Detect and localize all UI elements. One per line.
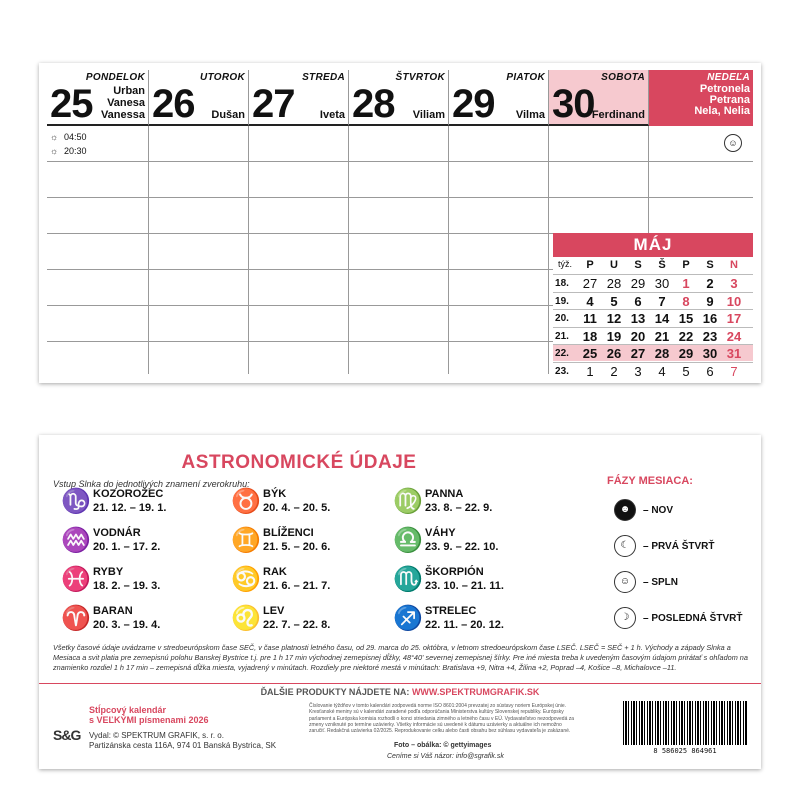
mini-month-day: 14 [654,311,670,326]
zodiac-name: ŠKORPIÓN [425,566,484,578]
zodiac-icon: ♎ [393,527,423,554]
zodiac-sign [61,565,201,597]
sunset-icon: ☼ [50,146,59,156]
divider [39,683,761,684]
publisher-name: Vydal: © SPEKTRUM GRAFIK, s. r. o. [89,731,224,740]
day-name: SOBOTA [601,72,645,83]
day-name: PONDELOK [85,72,145,83]
zodiac-dates: 21. 5. – 20. 6. [263,541,331,553]
astro-subtitle: Vstup Slnka do jednotlivých znamení zverokruhu: [53,479,250,489]
zodiac-dates: 23. 8. – 22. 9. [425,502,493,514]
name-day: Viliam [412,109,445,121]
weekday-header: P [682,259,690,271]
website-link[interactable]: WWW.SPEKTRUMGRAFIK.SK [411,687,540,697]
zodiac-sign [61,526,201,558]
zodiac-dates: 23. 9. – 22. 10. [425,541,499,553]
mini-month-day: 4 [586,293,594,309]
weekday-header: P [586,259,594,271]
mini-month-week-row [553,344,753,361]
name-day-list [516,109,545,121]
zodiac-name: RAK [263,566,287,578]
zodiac-icon: ♌ [231,605,261,632]
weekday-header: U [610,259,618,271]
mini-month-day: 9 [706,293,714,309]
day-number: 30 [552,82,595,126]
zodiac-sign [231,526,371,558]
zodiac-dates: 21. 12. – 19. 1. [93,502,167,514]
mini-month-day: 1 [682,276,690,291]
grid-line [47,197,753,198]
mini-month-day: 18 [582,328,598,344]
moon-phase-icon: ☺ [614,571,636,593]
grid-line [47,269,553,270]
zodiac-sign [393,487,533,519]
week-number: 22. [555,348,569,359]
mini-month-day: 27 [630,346,646,361]
zodiac-dates: 20. 3. – 19. 4. [93,619,161,631]
zodiac-sign [231,604,371,636]
mini-month-day: 8 [682,293,690,309]
grid-line [148,126,149,374]
more-products-label: ĎALŠIE PRODUKTY NÁJDETE NA: [260,687,410,697]
mini-month-day: 2 [610,363,618,379]
name-day: Nela, Nelia [694,105,750,117]
mini-month-day: 28 [606,276,622,291]
day-number: 25 [50,82,93,126]
contact-info: Ceníme si Váš názor: info@sgrafik.sk [387,753,504,760]
zodiac-name: VODNÁR [93,527,141,539]
legal-text: Číslovanie týždňov v tomto kalendári zodpovedá norme ISO 8601:2004 prevzatej zo sústavy noriem Európskej únie. Kresťanské meniny sú v kalendári zaradené podľa odporúčania Ministerstva kultúry Slovenskej republiky. Európsky parlament a Európska komisia rozhodli o konci striedania zimného a letného času v EÚ. Vydavateľstvo nezodpovedá za zmeny vzniknuté po termíne uzávierky. Všetky informácie sú uvedené k dátumu uzávierky a aktuálne ich nemožno zaručiť. Redakčná uzávierka 02/2025. Reprodukovanie celku alebo časti obsahu bez súhlasu vydavateľa je zakázané. [309,703,575,735]
mini-month-day: 16 [702,311,718,326]
name-day: Iveta [319,109,345,121]
name-day: Ferdinand [591,109,645,121]
mini-month-week-row [553,274,753,291]
day-number: 27 [252,82,295,126]
name-day: Vilma [515,109,545,121]
day-name: STREDA [302,72,345,83]
zodiac-sign [231,487,371,519]
day-cell [349,70,449,126]
mini-month-day: 7 [658,293,666,309]
grid-line [248,126,249,374]
zodiac-icon: ♍ [393,488,423,515]
mini-month-day: 29 [678,346,694,361]
sun-info [50,130,87,158]
mini-month-weekdays [553,259,753,273]
day-number: 29 [452,82,495,126]
publisher-logo: S&G [53,727,81,743]
name-day-list [694,84,750,117]
more-products [39,687,761,697]
weekday-header: Š [658,259,666,271]
zodiac-dates: 23. 10. – 21. 11. [425,580,504,592]
zodiac-name: BARAN [93,605,133,617]
mini-month-day: 30 [702,346,718,361]
moon-phase-label: – PRVÁ ŠTVRŤ [643,541,715,552]
day-cell [249,70,349,126]
moon-phase-label: – SPLN [643,577,679,588]
zodiac-name: PANNA [425,488,464,500]
mini-month-day: 11 [583,311,597,326]
mini-month-day: 1 [586,363,594,379]
moon-phase-icon: ☽ [614,607,636,629]
day-cell [549,70,649,126]
day-name: ŠTVRTOK [395,72,445,83]
week-number-header: týž. [557,259,572,269]
day-name: NEDEĽA [707,72,750,83]
week-number: 23. [555,365,569,377]
day-cell [149,70,249,126]
grid-line [47,305,553,306]
zodiac-sign [393,526,533,558]
mini-month-week-row [553,327,753,344]
photo-credit: Foto – obálka: © gettyimages [394,742,492,749]
zodiac-dates: 20. 1. – 17. 2. [93,541,161,553]
zodiac-sign [61,604,201,636]
mini-month-day: 3 [730,276,738,291]
day-name: UTOROK [200,72,245,83]
zodiac-icon: ♏ [393,566,423,593]
zodiac-dates: 20. 4. – 20. 5. [263,502,331,514]
mini-month-day: 29 [630,276,646,291]
mini-month-calendar [553,233,753,381]
mini-month-day: 6 [634,293,642,309]
zodiac-dates: 21. 6. – 21. 7. [263,580,331,592]
grid-line [648,126,649,233]
zodiac-dates: 22. 7. – 22. 8. [263,619,331,631]
product-title-line-2: s VEĽKÝMI písmenami 2026 [89,715,209,725]
mini-month-day: 21 [654,328,670,344]
mini-month-week-row [553,309,753,326]
product-title [89,705,209,725]
barcode-number: 8 586025 864961 [653,747,717,755]
zodiac-icon: ♉ [231,488,261,515]
zodiac-icon: ♊ [231,527,261,554]
name-day: Dušan [211,109,245,121]
grid-line [548,126,549,374]
mini-month-day: 28 [654,346,670,361]
weekday-header: N [730,259,738,271]
mini-month-day: 13 [630,311,646,326]
barcode [623,701,747,745]
zodiac-icon: ♑ [61,488,91,515]
weekday-header: S [634,259,642,271]
sunrise-time: 04:50 [64,132,87,142]
name-day: Vanesa [107,97,145,109]
sunrise-icon: ☼ [50,132,59,142]
day-cell [449,70,549,126]
grid-line [47,161,753,162]
day-number: 26 [152,82,195,126]
name-day: Petronela [699,83,750,95]
zodiac-icon: ♓ [61,566,91,593]
mini-month-day: 27 [582,276,598,291]
mini-month-day: 22 [678,328,694,344]
name-day: Urban [113,85,145,97]
zodiac-dates: 22. 11. – 20. 12. [425,619,504,631]
mini-month-day: 10 [726,293,742,309]
mini-month-title: MÁJ [553,233,753,257]
mini-month-day: 17 [726,311,742,326]
zodiac-name: LEV [263,605,285,617]
zodiac-icon: ♋ [231,566,261,593]
publisher-info [89,731,276,751]
zodiac-name: KOZOROŽEC [93,488,164,500]
mini-month-day: 24 [726,328,742,344]
mini-month-day: 26 [606,346,622,361]
name-day: Vanessa [100,109,145,121]
sunset-time: 20:30 [64,146,87,156]
day-cell [649,70,753,126]
mini-month-day: 31 [726,346,742,361]
zodiac-sign [393,604,533,636]
day-number: 28 [352,82,395,126]
name-day: Petrana [709,94,750,106]
zodiac-sign [61,487,201,519]
mini-month-day: 30 [654,276,670,291]
name-day-list [592,109,645,121]
mini-month-day: 5 [610,293,618,309]
mini-month-day: 19 [606,328,622,344]
weekly-calendar-card [39,63,761,383]
astronomical-data-card [39,435,761,769]
mini-month-day: 15 [678,311,694,326]
moon-phase-icon: ☻ [614,499,636,521]
moon-phase-label: – POSLEDNÁ ŠTVRŤ [643,613,743,624]
week-number: 21. [555,330,569,342]
mini-month-day: 6 [706,363,714,379]
grid-line [348,126,349,374]
publisher-address: Partizánska cesta 116A, 974 01 Banská Bystrica, SK [89,741,277,750]
mini-month-day: 4 [658,363,666,379]
zodiac-icon: ♈ [61,605,91,632]
mini-month-day: 5 [682,363,690,379]
zodiac-name: VÁHY [425,527,456,539]
mini-month-day: 25 [582,346,598,361]
zodiac-icon: ♒ [61,527,91,554]
week-header [47,70,753,126]
zodiac-sign [231,565,371,597]
grid-line [47,341,553,342]
name-day-list [413,109,445,121]
mini-month-week-row [553,292,753,309]
zodiac-name: BÝK [263,488,287,500]
week-number: 18. [555,278,569,289]
day-name: PIATOK [506,72,545,83]
zodiac-dates: 18. 2. – 19. 3. [93,580,161,592]
mini-month-day: 7 [730,363,738,379]
name-day-list [211,109,245,121]
week-number: 19. [555,295,569,307]
zodiac-name: STRELEC [425,605,477,617]
week-number: 20. [555,313,569,324]
zodiac-sign [393,565,533,597]
mini-month-day: 23 [702,328,718,344]
name-day-list [320,109,345,121]
time-note: Všetky časové údaje uvádzame v stredoeurópskom čase SEČ, v čase platnosti letného času, od 29. marca do 25. októbra, v letnom stredoeurópskom čase LSEČ. LSEČ = SEČ + 1 h. Východy a západy Slnka a Mesiaca a svit platia pre zemepisnú polohu Banskej Bystrice t.j. pre 1 h 17 min východnej zemepisnej dĺžky, 48°40' severnej zemepisnej šírky. Pre iné miesta treba k uvedeným časovým údajom prirátať s ohľadom na znamienko rozdiel 1 h 17 min – zemepisná dĺžka miesta, vyjadrený v minútach. Rozdiely pre niektoré mestá v minútach: Bratislava +9, Nitra +4, Žilina +2, Poprad –4, Košice –8, Michalovce –11. [53,643,748,672]
mini-month-day: 12 [606,311,622,326]
full-moon-icon: ☺ [724,134,742,152]
weekday-header: S [706,259,714,271]
astro-title: ASTRONOMICKÉ ÚDAJE [181,452,417,473]
mini-month-week-row [553,362,753,379]
mini-month-day: 2 [706,276,714,291]
zodiac-name: BLÍŽENCI [263,527,314,539]
product-title-line-1: Stĺpcový kalendár [89,705,167,715]
moon-phases-title: FÁZY MESIACA: [607,475,693,487]
name-day-list [101,85,145,121]
moon-phase-icon: ☾ [614,535,636,557]
day-cell [47,70,149,126]
zodiac-icon: ♐ [393,605,423,632]
moon-phase-label: – NOV [643,505,674,516]
mini-month-day: 20 [630,328,646,344]
mini-month-day: 3 [634,363,642,379]
zodiac-name: RYBY [93,566,124,578]
grid-line [448,126,449,374]
